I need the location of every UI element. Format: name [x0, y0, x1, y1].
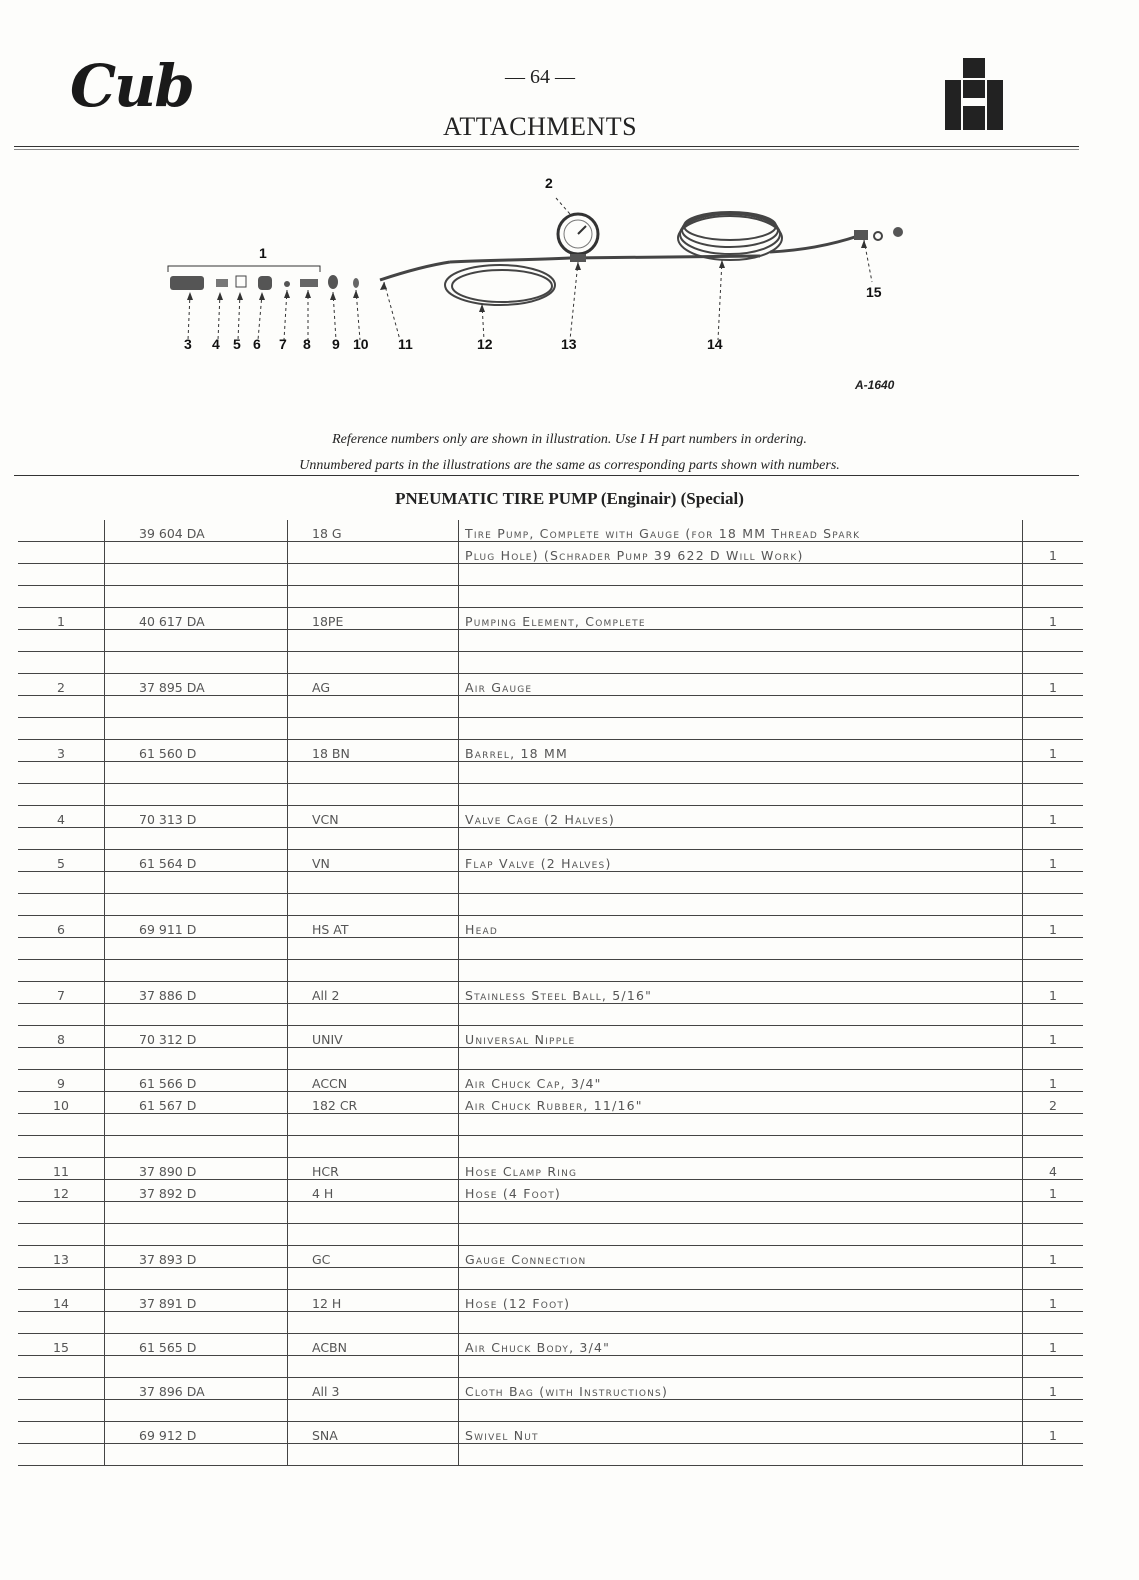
table-row — [18, 784, 1083, 806]
quantity-cell — [1023, 520, 1084, 542]
quantity-cell: 1 — [1023, 608, 1084, 630]
part-number-cell — [105, 1048, 288, 1070]
callout-12: 12 — [477, 336, 493, 352]
symbol-cell: All 2 — [288, 982, 459, 1004]
part-number-cell — [105, 1004, 288, 1026]
ref-number-cell — [18, 894, 105, 916]
description-cell: Air Chuck Rubber, 11/16" — [459, 1092, 1023, 1114]
symbol-cell: AG — [288, 674, 459, 696]
table-row — [18, 608, 1083, 630]
symbol-cell: UNIV — [288, 1026, 459, 1048]
quantity-cell — [1023, 1356, 1084, 1378]
description-cell — [459, 1400, 1023, 1422]
quantity-cell — [1023, 1224, 1084, 1246]
part-number-cell — [105, 1268, 288, 1290]
table-row — [18, 520, 1083, 542]
quantity-cell: 2 — [1023, 1092, 1084, 1114]
ref-number-cell — [18, 520, 105, 542]
ref-number-cell — [18, 1422, 105, 1444]
part-number-cell: 61 564 D — [105, 850, 288, 872]
table-row — [18, 872, 1083, 894]
description-cell — [459, 762, 1023, 784]
symbol-cell — [288, 1356, 459, 1378]
part-number-cell — [105, 1356, 288, 1378]
table-row — [18, 1422, 1083, 1444]
callout-2: 2 — [545, 175, 553, 191]
table-row — [18, 1048, 1083, 1070]
callout-11: 11 — [398, 336, 413, 352]
quantity-cell — [1023, 564, 1084, 586]
ref-number-cell — [18, 1268, 105, 1290]
table-row — [18, 740, 1083, 762]
callout-14: 14 — [707, 336, 723, 352]
table-row — [18, 1224, 1083, 1246]
description-cell: Stainless Steel Ball, 5/16" — [459, 982, 1023, 1004]
description-cell: Air Gauge — [459, 674, 1023, 696]
symbol-cell — [288, 696, 459, 718]
ref-number-cell — [18, 1356, 105, 1378]
quantity-cell: 1 — [1023, 1180, 1084, 1202]
part-number-cell — [105, 652, 288, 674]
description-cell: Cloth Bag (with Instructions) — [459, 1378, 1023, 1400]
description-cell — [459, 652, 1023, 674]
symbol-cell — [288, 542, 459, 564]
description-cell: Pumping Element, Complete — [459, 608, 1023, 630]
part-number-cell — [105, 630, 288, 652]
table-row — [18, 982, 1083, 1004]
symbol-cell — [288, 762, 459, 784]
symbol-cell — [288, 630, 459, 652]
symbol-cell — [288, 564, 459, 586]
symbol-cell: VCN — [288, 806, 459, 828]
description-cell — [459, 1004, 1023, 1026]
part-number-cell — [105, 1202, 288, 1224]
ih-logo-icon — [945, 58, 1003, 130]
part-number-cell: 39 604 DA — [105, 520, 288, 542]
description-cell — [459, 696, 1023, 718]
page-title: ATTACHMENTS — [442, 112, 638, 141]
part-number-cell: 37 891 D — [105, 1290, 288, 1312]
description-cell — [459, 1136, 1023, 1158]
ref-number-cell: 12 — [18, 1180, 105, 1202]
part-number-cell — [105, 1136, 288, 1158]
symbol-cell: ACBN — [288, 1334, 459, 1356]
symbol-cell: 182 CR — [288, 1092, 459, 1114]
symbol-cell: 4 H — [288, 1180, 459, 1202]
table-row — [18, 1334, 1083, 1356]
table-row — [18, 586, 1083, 608]
quantity-cell — [1023, 762, 1084, 784]
description-cell — [459, 1114, 1023, 1136]
part-number-cell: 69 912 D — [105, 1422, 288, 1444]
table-row — [18, 652, 1083, 674]
description-cell — [459, 1356, 1023, 1378]
description-cell — [459, 1312, 1023, 1334]
description-cell: Air Chuck Cap, 3/4" — [459, 1070, 1023, 1092]
description-cell — [459, 960, 1023, 982]
part-number-cell — [105, 1114, 288, 1136]
part-number-cell: 61 565 D — [105, 1334, 288, 1356]
description-cell — [459, 1202, 1023, 1224]
symbol-cell — [288, 1268, 459, 1290]
ref-number-cell — [18, 762, 105, 784]
quantity-cell — [1023, 1202, 1084, 1224]
symbol-cell — [288, 894, 459, 916]
callout-15: 15 — [866, 284, 882, 300]
part-number-cell — [105, 1444, 288, 1466]
ref-number-cell: 15 — [18, 1334, 105, 1356]
quantity-cell — [1023, 1136, 1084, 1158]
symbol-cell — [288, 1312, 459, 1334]
part-number-cell — [105, 1400, 288, 1422]
symbol-cell — [288, 960, 459, 982]
part-number-cell: 37 893 D — [105, 1246, 288, 1268]
ref-number-cell — [18, 630, 105, 652]
description-cell — [459, 630, 1023, 652]
table-row — [18, 894, 1083, 916]
description-cell: Swivel Nut — [459, 1422, 1023, 1444]
table-row — [18, 828, 1083, 850]
ref-number-cell — [18, 1224, 105, 1246]
ref-number-cell: 8 — [18, 1026, 105, 1048]
ref-number-cell — [18, 542, 105, 564]
table-row — [18, 1400, 1083, 1422]
part-number-cell: 61 566 D — [105, 1070, 288, 1092]
callout-3: 3 — [184, 336, 192, 352]
quantity-cell — [1023, 652, 1084, 674]
note-reference: Reference numbers only are shown in illustration. Use I H part numbers in ordering. — [332, 432, 807, 447]
part-number-cell — [105, 586, 288, 608]
table-row — [18, 1158, 1083, 1180]
ref-number-cell — [18, 938, 105, 960]
quantity-cell — [1023, 828, 1084, 850]
quantity-cell — [1023, 894, 1084, 916]
table-row — [18, 1444, 1083, 1466]
table-row — [18, 850, 1083, 872]
description-cell — [459, 784, 1023, 806]
description-cell: Hose (12 Foot) — [459, 1290, 1023, 1312]
quantity-cell — [1023, 1004, 1084, 1026]
table-row — [18, 1136, 1083, 1158]
symbol-cell — [288, 1444, 459, 1466]
part-number-cell: 40 617 DA — [105, 608, 288, 630]
symbol-cell — [288, 718, 459, 740]
ref-number-cell: 1 — [18, 608, 105, 630]
quantity-cell — [1023, 718, 1084, 740]
section-title: PNEUMATIC TIRE PUMP (Enginair) (Special) — [395, 489, 744, 508]
description-cell — [459, 1444, 1023, 1466]
table-row — [18, 1114, 1083, 1136]
note-unnumbered: Unnumbered parts in the illustrations are the same as corresponding parts shown with numbers. — [299, 458, 840, 473]
symbol-cell: HS AT — [288, 916, 459, 938]
table-row — [18, 1026, 1083, 1048]
ref-number-cell: 11 — [18, 1158, 105, 1180]
quantity-cell — [1023, 696, 1084, 718]
quantity-cell: 1 — [1023, 982, 1084, 1004]
symbol-cell: SNA — [288, 1422, 459, 1444]
symbol-cell — [288, 1048, 459, 1070]
symbol-cell — [288, 1400, 459, 1422]
symbol-cell: All 3 — [288, 1378, 459, 1400]
table-row — [18, 1004, 1083, 1026]
quantity-cell — [1023, 586, 1084, 608]
description-cell — [459, 586, 1023, 608]
description-cell — [459, 1268, 1023, 1290]
symbol-cell: 18PE — [288, 608, 459, 630]
part-number-cell: 70 312 D — [105, 1026, 288, 1048]
quantity-cell — [1023, 1444, 1084, 1466]
ref-number-cell — [18, 872, 105, 894]
quantity-cell — [1023, 1268, 1084, 1290]
quantity-cell: 1 — [1023, 1290, 1084, 1312]
description-cell — [459, 938, 1023, 960]
part-number-cell — [105, 1224, 288, 1246]
quantity-cell — [1023, 872, 1084, 894]
ref-number-cell — [18, 586, 105, 608]
symbol-cell: 18 G — [288, 520, 459, 542]
part-number-cell — [105, 828, 288, 850]
quantity-cell — [1023, 784, 1084, 806]
symbol-cell — [288, 872, 459, 894]
symbol-cell — [288, 938, 459, 960]
part-number-cell — [105, 894, 288, 916]
description-cell: Valve Cage (2 Halves) — [459, 806, 1023, 828]
description-cell — [459, 828, 1023, 850]
part-number-cell: 70 313 D — [105, 806, 288, 828]
callout-10: 10 — [353, 336, 369, 352]
table-row — [18, 762, 1083, 784]
figure-code: A-1640 — [855, 378, 895, 392]
symbol-cell — [288, 1004, 459, 1026]
callout-1: 1 — [259, 245, 267, 261]
table-row — [18, 1378, 1083, 1400]
table-row — [18, 806, 1083, 828]
ref-number-cell — [18, 1400, 105, 1422]
callout-5: 5 — [233, 336, 241, 352]
quantity-cell: 1 — [1023, 740, 1084, 762]
ref-number-cell — [18, 652, 105, 674]
ref-number-cell: 4 — [18, 806, 105, 828]
table-row — [18, 1092, 1083, 1114]
part-number-cell: 37 895 DA — [105, 674, 288, 696]
quantity-cell: 1 — [1023, 674, 1084, 696]
symbol-cell — [288, 784, 459, 806]
part-number-cell — [105, 872, 288, 894]
quantity-cell: 1 — [1023, 1378, 1084, 1400]
ref-number-cell — [18, 718, 105, 740]
cub-logo: Cub — [70, 52, 193, 120]
part-number-cell — [105, 784, 288, 806]
header-rule — [14, 146, 1079, 147]
quantity-cell: 1 — [1023, 1422, 1084, 1444]
quantity-cell — [1023, 1114, 1084, 1136]
quantity-cell: 1 — [1023, 850, 1084, 872]
ref-number-cell — [18, 1114, 105, 1136]
ref-number-cell: 2 — [18, 674, 105, 696]
ref-number-cell: 9 — [18, 1070, 105, 1092]
quantity-cell: 1 — [1023, 806, 1084, 828]
quantity-cell: 1 — [1023, 1246, 1084, 1268]
parts-table — [18, 520, 1083, 1466]
description-cell — [459, 718, 1023, 740]
ref-number-cell — [18, 1048, 105, 1070]
symbol-cell: ACCN — [288, 1070, 459, 1092]
part-number-cell: 37 896 DA — [105, 1378, 288, 1400]
ref-number-cell — [18, 828, 105, 850]
ref-number-cell — [18, 784, 105, 806]
description-cell: Plug Hole) (Schrader Pump 39 622 D Will Work) — [459, 542, 1023, 564]
description-cell — [459, 872, 1023, 894]
description-cell: Flap Valve (2 Halves) — [459, 850, 1023, 872]
quantity-cell: 1 — [1023, 916, 1084, 938]
quantity-cell: 1 — [1023, 1334, 1084, 1356]
symbol-cell: GC — [288, 1246, 459, 1268]
part-number-cell — [105, 762, 288, 784]
quantity-cell: 4 — [1023, 1158, 1084, 1180]
ref-number-cell — [18, 960, 105, 982]
symbol-cell — [288, 828, 459, 850]
description-cell: Tire Pump, Complete with Gauge (for 18 MM Thread Spark — [459, 520, 1023, 542]
table-row — [18, 1268, 1083, 1290]
ref-number-cell — [18, 1312, 105, 1334]
description-cell: Hose Clamp Ring — [459, 1158, 1023, 1180]
ref-number-cell: 6 — [18, 916, 105, 938]
symbol-cell — [288, 1202, 459, 1224]
ref-number-cell — [18, 1136, 105, 1158]
symbol-cell: 18 BN — [288, 740, 459, 762]
quantity-cell — [1023, 960, 1084, 982]
ref-number-cell — [18, 564, 105, 586]
table-row — [18, 1180, 1083, 1202]
table-row — [18, 718, 1083, 740]
callout-4: 4 — [212, 336, 220, 352]
table-row — [18, 960, 1083, 982]
part-number-cell — [105, 564, 288, 586]
symbol-cell — [288, 1224, 459, 1246]
quantity-cell: 1 — [1023, 542, 1084, 564]
symbol-cell: VN — [288, 850, 459, 872]
quantity-cell — [1023, 1400, 1084, 1422]
ref-number-cell: 10 — [18, 1092, 105, 1114]
table-top-rule — [14, 475, 1079, 476]
ref-number-cell — [18, 1004, 105, 1026]
part-number-cell — [105, 696, 288, 718]
description-cell — [459, 1224, 1023, 1246]
description-cell — [459, 564, 1023, 586]
table-row — [18, 1312, 1083, 1334]
table-row — [18, 1070, 1083, 1092]
description-cell: Barrel, 18 MM — [459, 740, 1023, 762]
quantity-cell: 1 — [1023, 1026, 1084, 1048]
callout-8: 8 — [303, 336, 311, 352]
table-row — [18, 938, 1083, 960]
symbol-cell: HCR — [288, 1158, 459, 1180]
symbol-cell — [288, 652, 459, 674]
part-number-cell: 37 892 D — [105, 1180, 288, 1202]
table-row — [18, 542, 1083, 564]
part-number-cell — [105, 938, 288, 960]
part-number-cell — [105, 542, 288, 564]
tire-pump-illustration — [150, 170, 930, 410]
part-number-cell: 69 911 D — [105, 916, 288, 938]
callout-6: 6 — [253, 336, 261, 352]
callout-13: 13 — [561, 336, 577, 352]
header-rule-thin — [14, 149, 1079, 150]
ref-number-cell — [18, 1202, 105, 1224]
ref-number-cell: 14 — [18, 1290, 105, 1312]
table-row — [18, 674, 1083, 696]
ref-number-cell: 5 — [18, 850, 105, 872]
symbol-cell — [288, 1114, 459, 1136]
part-number-cell: 61 567 D — [105, 1092, 288, 1114]
table-row — [18, 564, 1083, 586]
quantity-cell — [1023, 630, 1084, 652]
part-number-cell: 37 886 D — [105, 982, 288, 1004]
ref-number-cell: 13 — [18, 1246, 105, 1268]
part-number-cell: 61 560 D — [105, 740, 288, 762]
table-row — [18, 1202, 1083, 1224]
part-number-cell: 37 890 D — [105, 1158, 288, 1180]
table-row — [18, 916, 1083, 938]
table-row — [18, 696, 1083, 718]
table-row — [18, 630, 1083, 652]
table-row — [18, 1290, 1083, 1312]
part-number-cell — [105, 1312, 288, 1334]
symbol-cell — [288, 586, 459, 608]
part-number-cell — [105, 960, 288, 982]
callout-9: 9 — [332, 336, 340, 352]
ref-number-cell — [18, 1378, 105, 1400]
table-row — [18, 1356, 1083, 1378]
ref-number-cell: 7 — [18, 982, 105, 1004]
table-row — [18, 1246, 1083, 1268]
description-cell: Gauge Connection — [459, 1246, 1023, 1268]
quantity-cell — [1023, 938, 1084, 960]
part-number-cell — [105, 718, 288, 740]
symbol-cell — [288, 1136, 459, 1158]
ref-number-cell — [18, 1444, 105, 1466]
description-cell: Universal Nipple — [459, 1026, 1023, 1048]
description-cell: Air Chuck Body, 3/4" — [459, 1334, 1023, 1356]
ref-number-cell: 3 — [18, 740, 105, 762]
description-cell — [459, 1048, 1023, 1070]
symbol-cell: 12 H — [288, 1290, 459, 1312]
page-number: — 64 — — [505, 66, 575, 88]
description-cell: Hose (4 Foot) — [459, 1180, 1023, 1202]
description-cell: Head — [459, 916, 1023, 938]
callout-7: 7 — [279, 336, 287, 352]
quantity-cell: 1 — [1023, 1070, 1084, 1092]
quantity-cell — [1023, 1312, 1084, 1334]
description-cell — [459, 894, 1023, 916]
ref-number-cell — [18, 696, 105, 718]
quantity-cell — [1023, 1048, 1084, 1070]
